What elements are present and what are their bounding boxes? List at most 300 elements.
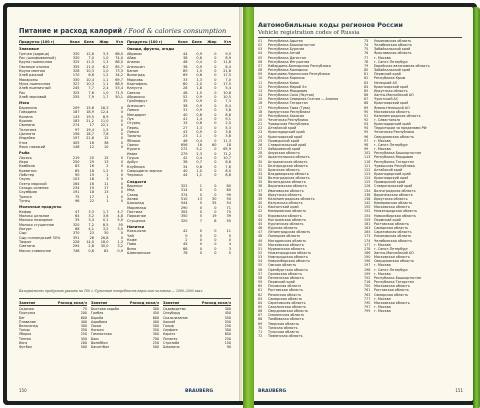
food-cell: 18,0 <box>100 240 109 245</box>
region-code: 36 <box>258 184 263 189</box>
activity-row <box>163 345 231 349</box>
food-cell: 0 <box>214 205 217 210</box>
region-code: 123 <box>364 172 371 176</box>
activity-kcal: 250 <box>224 336 231 341</box>
region-code: 07 <box>258 63 263 68</box>
food-cell: 0 <box>120 118 123 123</box>
food-cell: Скумбрия <box>19 190 38 195</box>
food-cell: 0 <box>120 181 123 186</box>
food-cell: 325 <box>72 90 80 95</box>
region-code: 95 <box>364 130 369 135</box>
region-code: 30 <box>258 159 263 164</box>
activity-name: Борьба <box>91 315 104 320</box>
food-cell: 0 <box>214 95 217 100</box>
activity-name: Серфинг <box>163 328 179 333</box>
region-name: Брянская область <box>268 167 300 172</box>
elastic-band[interactable] <box>473 7 480 408</box>
food-table-header <box>19 40 123 45</box>
food-cell: 23 <box>89 231 94 236</box>
region-code: 68 <box>258 317 263 322</box>
food-cell: 3,4 <box>88 218 94 223</box>
food-cell: 10,8 <box>223 90 231 95</box>
activity-name: Плавание <box>19 319 36 324</box>
food-cell: 0,4 <box>196 155 202 160</box>
region-name: Новосибирская область <box>374 213 416 218</box>
activity-name: Хоккей <box>163 319 176 324</box>
food-cell: 89 <box>183 69 188 74</box>
region-code: 02 <box>258 43 263 48</box>
food-cell: 5 <box>199 214 202 219</box>
food-cell: Тунец <box>19 199 31 204</box>
food-cell: 0 <box>214 77 217 82</box>
region-code: 04 <box>258 51 263 56</box>
food-row <box>127 251 231 255</box>
food-cell: 156 <box>72 131 80 136</box>
header-cell: Угл <box>115 40 123 44</box>
food-cell: 16 <box>89 181 94 186</box>
food-cell: 0 <box>214 121 217 126</box>
region-code: 14 <box>258 93 263 98</box>
food-cell: Апельсин <box>127 103 145 108</box>
region-name: Саратовская область <box>268 300 306 305</box>
region-code: 196 <box>364 259 371 264</box>
food-cell: 1,4 <box>196 116 202 121</box>
region-code: 82 <box>364 76 369 81</box>
food-cell: 187 <box>72 110 80 115</box>
food-cell: 0 <box>214 138 217 143</box>
region-name: г. Москва <box>374 305 391 309</box>
food-cell: 0 <box>214 188 217 193</box>
region-code: 13 <box>258 88 263 93</box>
food-cell: 0 <box>214 90 217 95</box>
region-name: г. Санкт-Петербург <box>374 267 409 272</box>
activity-kcal: 250 <box>80 332 87 337</box>
region-code: 39 <box>258 196 263 201</box>
region-name: Удмуртская Республика <box>268 109 311 114</box>
region-name: Республика Хакасия <box>268 113 305 118</box>
region-code: 46 <box>258 226 263 231</box>
region-code: 43 <box>258 213 263 218</box>
region-name: Ханты-Мансийский АО <box>374 93 414 98</box>
region-code: 173 <box>364 234 371 239</box>
food-cell: 350 <box>180 214 188 219</box>
region-name: Кемеровская область <box>268 209 307 214</box>
food-cell: 10,7 <box>223 155 231 160</box>
food-cell: Камбала <box>19 164 35 169</box>
food-cell: 31 <box>183 108 188 113</box>
food-cell: 97 <box>75 127 80 132</box>
food-cell: Арбуз <box>127 160 138 165</box>
food-cell: 20 <box>89 155 94 160</box>
region-name: Чеченская Республика <box>268 117 309 122</box>
food-row <box>19 145 123 149</box>
food-cell: 197 <box>72 136 80 141</box>
region-code: 78 <box>364 59 369 64</box>
region-name: г. Москва <box>374 263 391 268</box>
region-name: Тюменская область <box>268 334 303 339</box>
food-cell: 7,6 <box>88 90 94 95</box>
region-code: 05 <box>258 55 263 60</box>
food-cell: 0 <box>120 231 123 236</box>
food-cell: 38 <box>183 64 188 69</box>
food-cell: 7,3 <box>225 99 231 104</box>
activity-kcal: 400 <box>152 319 159 324</box>
food-cell: 327 <box>72 82 80 87</box>
food-cell: 0,8 <box>196 164 202 169</box>
food-cell: Морковь <box>127 77 143 82</box>
food-cell: 55 <box>118 222 123 227</box>
food-cell: 10,3 <box>86 82 94 87</box>
food-cell: 0 <box>120 105 123 110</box>
region-name: Челябинская область <box>374 43 412 48</box>
region-name: Свердловская область <box>374 259 414 264</box>
food-cell: 17 <box>89 123 94 128</box>
food-cell: 0 <box>214 229 217 234</box>
food-cell: 7,6 <box>225 164 231 169</box>
food-cell: 0 <box>120 159 123 164</box>
region-code: 87 <box>364 97 369 102</box>
food-cell: 28 <box>183 86 188 91</box>
brand-logo-right: BRAUBERG <box>258 389 287 394</box>
food-cell: 42 <box>183 229 188 234</box>
food-cell: 5,2 <box>196 147 202 152</box>
region-code: 22 <box>258 126 263 131</box>
region-code: 57 <box>258 271 263 276</box>
activity-kcal: 75 <box>82 307 87 312</box>
region-code: 27 <box>258 147 263 152</box>
food-cell: 47 <box>75 209 80 214</box>
food-cell: 0 <box>199 251 202 256</box>
region-code: 48 <box>258 234 263 239</box>
region-name: Московская область <box>374 284 410 289</box>
food-cell: 0 <box>199 192 202 197</box>
region-code: 37 <box>258 188 263 193</box>
food-cell: 34 <box>183 164 188 169</box>
region-code: 33 <box>258 172 263 176</box>
activity-kcal: 600 <box>80 315 87 320</box>
region-name: г. Москва <box>374 147 391 152</box>
food-cell: 2,5 <box>225 121 231 126</box>
food-cell: 0 <box>120 194 123 199</box>
food-cell: 1,0 <box>102 56 109 61</box>
food-cell: 3,8 <box>225 134 231 139</box>
region-code: 03 <box>258 47 263 52</box>
region-name: Нижегородская область <box>268 250 312 255</box>
food-cell: 3,3 <box>102 51 109 56</box>
region-code: 53 <box>258 255 263 260</box>
region-name: г. Москва <box>374 55 391 60</box>
region-code: 26 <box>258 142 263 147</box>
region-code: 89 <box>364 105 369 110</box>
food-row <box>19 199 123 203</box>
food-table-header <box>127 40 231 45</box>
food-cell: 35 <box>212 201 217 206</box>
food-cell: 11,5 <box>86 60 94 65</box>
food-cell: 0,9 <box>117 248 123 253</box>
food-cell: 0 <box>120 168 123 173</box>
region-code: 199 <box>364 271 371 276</box>
region-row <box>364 309 468 313</box>
food-cell: Молоко сгущенное <box>19 222 55 227</box>
food-row <box>127 173 231 177</box>
food-cell: Клубника <box>127 164 145 169</box>
food-cell: 8 <box>214 218 217 223</box>
region-name: Красноярский край <box>374 84 409 89</box>
food-cell: 1,3 <box>196 125 202 130</box>
food-category: Злаковые <box>19 47 39 52</box>
food-cell: 8,6 <box>225 173 231 178</box>
activity-name: Футбол <box>19 345 32 350</box>
food-cell: 23 <box>183 134 188 139</box>
food-cell: 1 <box>106 194 109 199</box>
food-cell: 7,9 <box>88 95 94 100</box>
food-cell: 78 <box>183 251 188 256</box>
food-category: Мясо <box>19 101 30 106</box>
activity-name: Бег <box>19 315 26 320</box>
region-code: 702 <box>364 275 371 280</box>
food-cell: 27 <box>183 125 188 130</box>
region-name: Ленинградская область <box>268 230 311 235</box>
food-cell: 183 <box>72 118 80 123</box>
food-cell: 0 <box>214 64 217 69</box>
region-name: Иркутская область <box>374 196 408 201</box>
region-code: 10 <box>258 76 263 81</box>
region-name: Московская область <box>374 205 410 210</box>
region-code: 34 <box>258 176 263 181</box>
food-cell: Шампанское <box>127 251 151 256</box>
activity-kcal: 400 <box>80 319 87 324</box>
region-name: Забайкальский край <box>374 68 411 73</box>
region-code: 38 <box>258 192 263 197</box>
food-cell: Кефир <box>19 209 32 214</box>
food-cell: 0 <box>214 125 217 130</box>
regions-column-1 <box>258 39 362 338</box>
activity-name: Лыжи <box>91 324 102 329</box>
food-cell: 510 <box>180 197 188 202</box>
food-cell: 0 <box>120 140 123 145</box>
food-cell: 3,2 <box>88 214 94 219</box>
activity-name: Уборка <box>19 332 32 337</box>
food-cell: 3,6 <box>102 214 109 219</box>
region-name: Кабардино-Балкарская Республика <box>268 63 331 68</box>
food-cell: 18 <box>89 168 94 173</box>
header-cell: Расход ккал/ч <box>129 301 159 305</box>
region-name: Липецкая область <box>268 234 301 239</box>
food-cell: 0 <box>214 233 217 238</box>
region-name: Волгоградская область <box>268 176 310 181</box>
food-cell: 21,8 <box>223 69 231 74</box>
food-cell: 0 <box>214 246 217 251</box>
region-name: Карачаево-Черкесская Республика <box>268 72 330 77</box>
region-name: Камчатский край <box>268 205 299 210</box>
region-name: Рязанская область <box>268 292 302 297</box>
region-name: Алтайский край <box>268 126 297 131</box>
food-cell: 328 <box>72 69 80 74</box>
food-cell: 8,5 <box>102 222 109 227</box>
food-cell: 11,0 <box>100 118 109 123</box>
food-cell: 748 <box>72 248 80 253</box>
region-name: Краснодарский край <box>374 122 411 127</box>
food-cell: Айва <box>127 56 136 61</box>
region-name: Воронежская область <box>268 184 307 189</box>
food-cell: 0 <box>214 184 217 188</box>
regions-title: Автомобильные коды регионов России <box>258 21 403 29</box>
food-cell: 13 <box>197 197 202 202</box>
food-cell: 30 <box>104 231 109 236</box>
food-cell: 8,8 <box>225 160 231 165</box>
header-cell: Ккал <box>177 40 188 44</box>
food-cell: 7,0 <box>88 56 94 61</box>
region-code: 750 <box>364 284 371 289</box>
activity-kcal: 450 <box>224 311 231 316</box>
region-name: Ивановская область <box>268 188 304 193</box>
region-code: 47 <box>258 230 263 235</box>
region-code: 35 <box>258 180 263 185</box>
activity-kcal: 350 <box>152 328 159 333</box>
region-name: Пензенская область <box>268 275 304 280</box>
food-cell: Абрикос <box>127 51 143 56</box>
food-cell: 290 <box>180 205 188 210</box>
food-cell: Молоко нежирное <box>19 218 53 223</box>
region-name: Республика Татарстан <box>374 280 414 285</box>
food-cell: 52 <box>183 95 188 100</box>
activity-name: Гольф <box>163 324 174 329</box>
activity-row <box>91 345 159 349</box>
bookmark-ribbon[interactable] <box>243 7 254 408</box>
food-cell: Лобстер <box>19 172 35 177</box>
region-code: 18 <box>258 109 263 114</box>
food-cell: 0 <box>214 60 217 65</box>
food-cell: 34,2 <box>115 73 123 78</box>
food-cell: 0 <box>214 112 217 117</box>
food-cell: 46 <box>183 138 188 143</box>
regions-rule <box>258 37 462 38</box>
food-cell: 0 <box>120 199 123 204</box>
region-code: 85 <box>364 88 369 93</box>
activity-table-1 <box>19 301 87 349</box>
region-name: Самарская область <box>268 296 303 301</box>
food-cell: 1,3 <box>117 240 123 245</box>
food-cell: 314 <box>180 188 188 193</box>
food-cell: 6,6 <box>88 73 94 78</box>
region-row <box>258 334 362 338</box>
food-cell: Хлеб ржаной <box>19 73 44 78</box>
food-cell: 65,9 <box>223 147 231 152</box>
region-code: 72 <box>258 334 263 339</box>
food-cell: Груша <box>127 155 139 160</box>
region-name: Мурманская область <box>268 246 305 251</box>
header-cell: Расход ккал/ч <box>57 301 87 305</box>
activity-kcal: 450 <box>152 311 159 316</box>
food-cell: 5,0 <box>117 218 123 223</box>
region-code: 186 <box>364 250 371 255</box>
food-cell: 0,9 <box>196 64 202 69</box>
food-cell: 0 <box>214 210 217 215</box>
region-name: Псковская область <box>268 284 302 289</box>
activity-kcal: 200 <box>80 311 87 316</box>
region-code: 08 <box>258 68 263 73</box>
activity-kcal: 250 <box>152 340 159 345</box>
food-cell: 90 <box>75 172 80 177</box>
food-cell: Перец <box>127 125 139 130</box>
activity-table-3 <box>163 301 231 349</box>
activity-kcal: 450 <box>80 336 87 341</box>
activity-kcal: 350 <box>80 328 87 333</box>
region-name: Свердловская область <box>374 134 414 139</box>
food-cell: 544 <box>180 201 188 206</box>
region-name: Томская область <box>268 325 298 330</box>
food-cell: 21,2 <box>86 118 94 123</box>
region-code: 121 <box>364 163 371 168</box>
food-cell: 0,6 <box>196 56 202 61</box>
food-cell: Треска <box>19 194 32 199</box>
activity-name: Волейбол <box>91 340 108 345</box>
food-cell: 71,2 <box>223 151 231 156</box>
food-cell: 0 <box>214 73 217 78</box>
region-code: 88 <box>364 101 369 106</box>
region-name: Московская область <box>374 109 410 114</box>
region-code: 134 <box>364 188 371 193</box>
region-name: Приморский край <box>268 138 300 143</box>
activity-kcal: 650 <box>224 332 231 337</box>
food-cell: 13 <box>104 190 109 195</box>
food-cell: 18,7 <box>86 131 94 136</box>
food-category: Овощи, фрукты, ягоды <box>127 47 175 52</box>
food-cell: 35 <box>183 99 188 104</box>
food-cell: Картофель <box>127 82 148 87</box>
food-cell: 0 <box>199 188 202 193</box>
food-cell: 10,5 <box>223 95 231 100</box>
region-name: Кировская область <box>268 213 302 218</box>
title-rule <box>19 36 231 37</box>
food-cell: Сельдь соленая <box>19 186 49 190</box>
food-cell: 351 <box>72 235 80 240</box>
food-cell: 322 <box>180 184 188 188</box>
food-cell: 39 <box>226 214 231 219</box>
food-cell: Творог <box>19 240 32 245</box>
region-name: Республика Северная Осетия — Алания <box>268 97 339 102</box>
food-cell: Конина <box>19 114 33 119</box>
region-code: 11 <box>258 80 263 85</box>
food-cell: 0 <box>214 251 217 256</box>
region-name: Астраханская область <box>268 159 308 164</box>
food-cell: 18 <box>89 190 94 195</box>
food-cell: Сгущенка <box>127 218 146 223</box>
food-cell: 234 <box>72 186 80 190</box>
region-name: Костромская область <box>268 217 306 222</box>
food-cell: 1,1 <box>196 173 202 178</box>
activity-name: Танцы <box>19 328 31 333</box>
activity-kcal: 550 <box>224 319 231 324</box>
food-cell: 74,0 <box>115 56 123 61</box>
food-cell: 0 <box>214 242 217 247</box>
food-cell: 68,5 <box>115 60 123 65</box>
region-name: Самарская область <box>374 226 409 231</box>
brand-logo-left: BRAUBERG <box>185 389 214 394</box>
food-cell: Лосось <box>19 155 32 160</box>
region-name: Ульяновская область <box>374 39 412 43</box>
food-cell: 0,6 <box>196 73 202 78</box>
food-cell: Чай <box>127 233 134 238</box>
food-cell: 1,2 <box>102 168 109 173</box>
region-name: Республика Калмыкия <box>268 68 308 73</box>
region-code: 91 <box>364 113 369 118</box>
activity-name: Садоводство <box>163 307 186 312</box>
food-cell: 8,9 <box>225 56 231 61</box>
region-code: 174 <box>364 238 371 243</box>
region-code: 84 <box>364 84 369 89</box>
region-code: 126 <box>364 184 371 189</box>
